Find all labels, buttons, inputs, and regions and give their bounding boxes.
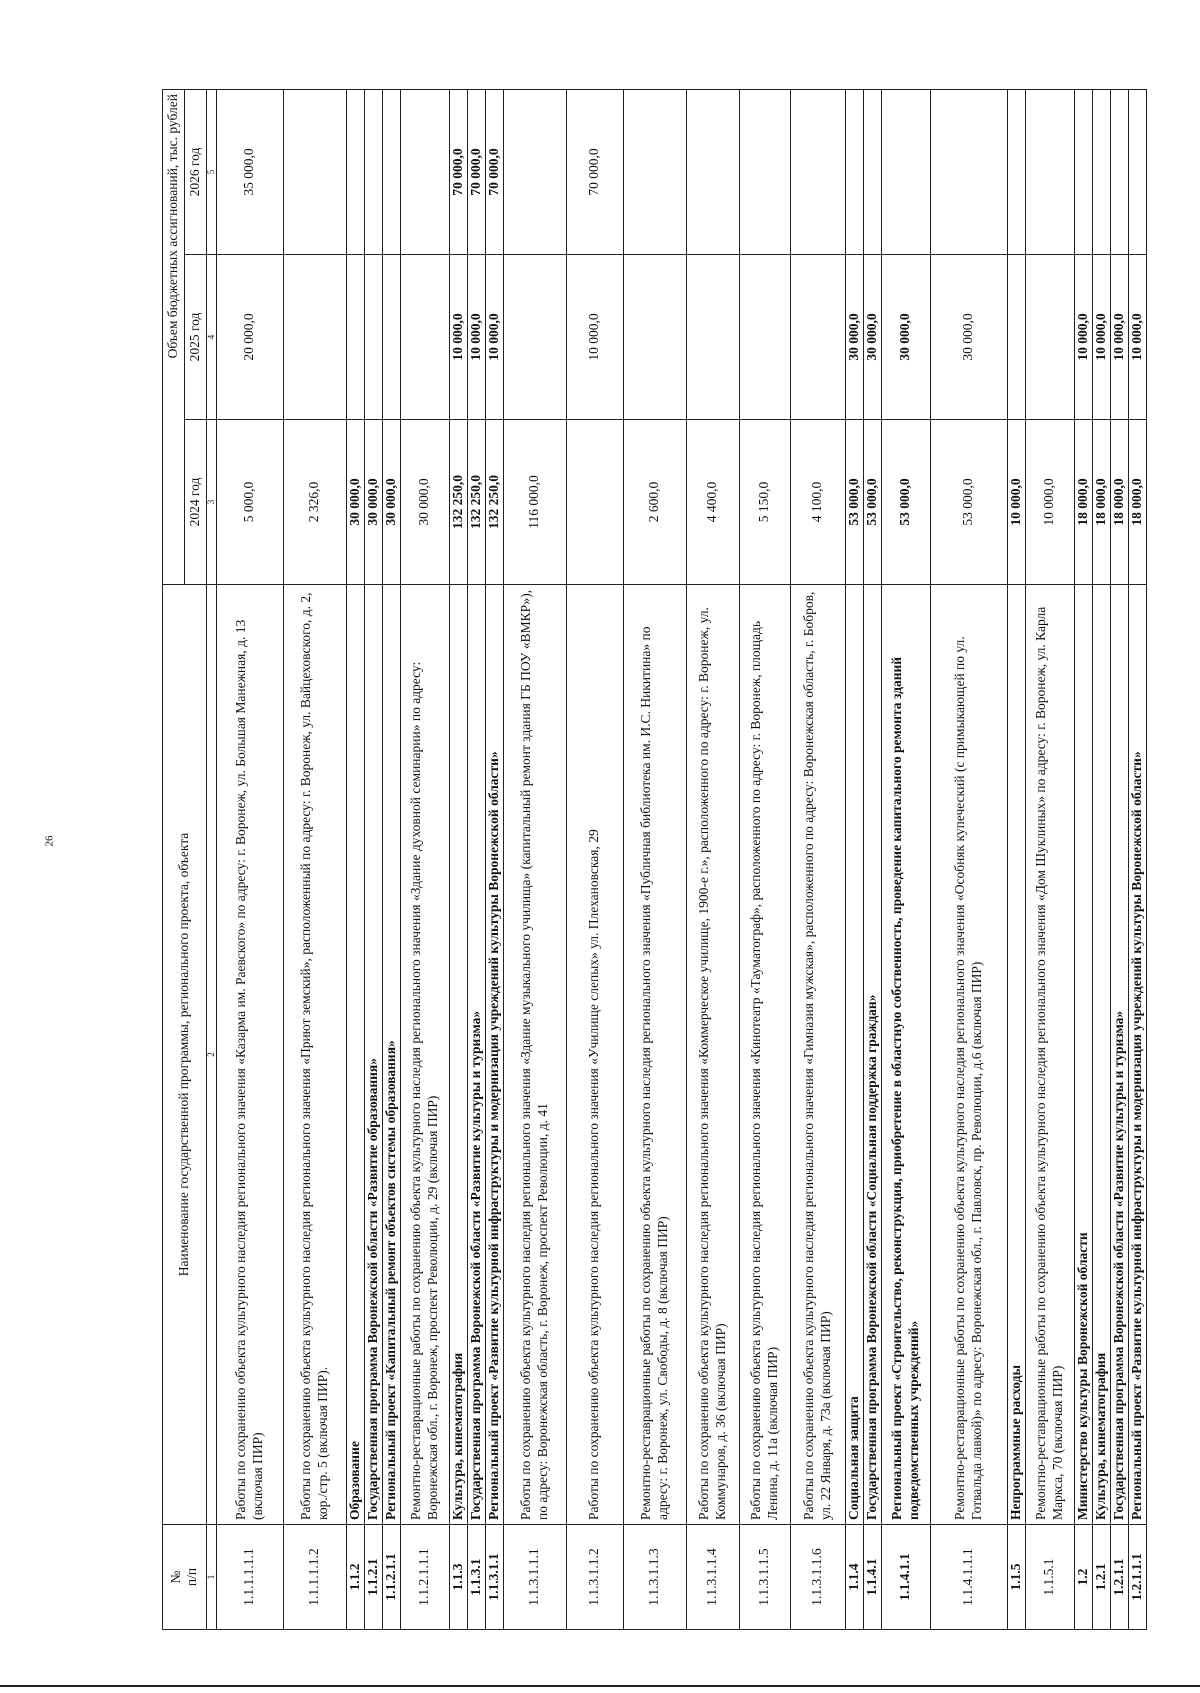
value-2025: [790, 255, 845, 420]
row-number: 1.1.1.1.1.2: [283, 1525, 346, 1630]
value-2025: 20 000,0: [216, 255, 283, 420]
value-2024: 30 000,0: [346, 420, 364, 585]
table-row: [686, 89, 739, 1629]
row-number: 1.1.3.1.1.6: [790, 1525, 845, 1630]
row-number: 1.1.3.1: [467, 1525, 485, 1630]
value-2026: [1110, 89, 1128, 254]
value-2026: [930, 89, 1007, 254]
header-amount-group: Объем бюджетных ассигнований, тыс. рублей: [163, 89, 185, 584]
page-number: 26: [43, 835, 56, 847]
value-2026: 70 000,0: [566, 89, 623, 254]
row-number: 1.1.2: [346, 1525, 364, 1630]
value-2024: 132 250,0: [485, 420, 503, 585]
value-2026: 35 000,0: [216, 89, 283, 254]
value-2024: 30 000,0: [400, 420, 449, 585]
row-name: Работы по сохранению объекта культурного наследия регионального значения «Гимназия мужская», расположенного по адресу: Воронежская область, г. Бобров, ул. 22 Января, д. 73а (включая ПИР): [790, 585, 845, 1525]
value-2024: 18 000,0: [1110, 420, 1128, 585]
row-name: Региональный проект «Строительство, реконструкция, приобретение в областную собственность, проведение капитального ремонта зданий подведомственных учреждений»: [881, 585, 930, 1525]
value-2024: 132 250,0: [467, 420, 485, 585]
table-row: [485, 89, 503, 1629]
value-2026: [790, 89, 845, 254]
row-number: 1.1.2.1: [364, 1525, 382, 1630]
row-name: Министерство культуры Воронежской области: [1074, 585, 1092, 1525]
value-2025: [623, 255, 686, 420]
table-row: [845, 89, 863, 1629]
table-row: [1092, 89, 1110, 1629]
table-row: [364, 89, 382, 1629]
value-2024: 53 000,0: [863, 420, 881, 585]
table-row: [1074, 89, 1092, 1629]
row-number: 1.1.3: [449, 1525, 467, 1630]
value-2025: [1025, 255, 1074, 420]
row-name: Работы по сохранению объекта культурного наследия регионального значения «Коммерческое училище, 1900-е г.», расположенного по адресу: г. Воронеж, ул. Коммунаров, д. 36 (включая ПИР): [686, 585, 739, 1525]
row-number: 1.2.1.1: [1110, 1525, 1128, 1630]
value-2024: 116 000,0: [503, 420, 566, 585]
table-row: [790, 89, 845, 1629]
header-year-2025: 2025 год: [184, 255, 206, 420]
value-2024: 132 250,0: [449, 420, 467, 585]
value-2025: [382, 255, 400, 420]
value-2024: 18 000,0: [1074, 420, 1092, 585]
value-2024: 53 000,0: [881, 420, 930, 585]
value-2025: 30 000,0: [881, 255, 930, 420]
table-row: [216, 89, 283, 1629]
table-row: [346, 89, 364, 1629]
row-name: Государственная программа Воронежской области «Социальная поддержка граждан»: [863, 585, 881, 1525]
col-number: 3: [206, 420, 216, 585]
value-2024: 10 000,0: [1025, 420, 1074, 585]
value-2025: [739, 255, 790, 420]
row-name: Государственная программа Воронежской области «Развитие культуры и туризма»: [1110, 585, 1128, 1525]
value-2025: 30 000,0: [930, 255, 1007, 420]
row-name: Работы по сохранению объекта культурного наследия регионального значения «Кинотеатр «Тауматограф», расположенного по адресу: г. Воронеж, площадь Ленина, д. 11а (включая ПИР): [739, 585, 790, 1525]
row-name: Культура, кинематография: [1092, 585, 1110, 1525]
table-row: [1007, 89, 1025, 1629]
value-2024: 2 326,0: [283, 420, 346, 585]
value-2025: [346, 255, 364, 420]
table-row: [881, 89, 930, 1629]
value-2026: 70 000,0: [485, 89, 503, 254]
value-2025: 10 000,0: [566, 255, 623, 420]
table-row: [566, 89, 623, 1629]
row-number: 1.1.2.1.1.1: [400, 1525, 449, 1630]
value-2026: [503, 89, 566, 254]
row-number: 1.1.3.1.1.4: [686, 1525, 739, 1630]
value-2024: 18 000,0: [1092, 420, 1110, 585]
table-row: [467, 89, 485, 1629]
row-name: Региональный проект «Развитие культурной инфраструктуры и модернизация учреждений культуры Воронежской области»: [1128, 585, 1146, 1525]
value-2026: [1007, 89, 1025, 254]
value-2024: 53 000,0: [930, 420, 1007, 585]
value-2026: [881, 89, 930, 254]
table-row: [1110, 89, 1128, 1629]
value-2025: 10 000,0: [1092, 255, 1110, 420]
value-2026: [364, 89, 382, 254]
value-2024: [566, 420, 623, 585]
value-2025: 10 000,0: [1110, 255, 1128, 420]
row-name: Ремонтно-реставрационные работы по сохранению объекта культурного наследия регионального значения «Публичная библиотека им. И.С. Никитина» по адресу: г. Воронеж, ул. Свободы, д. 8 (включая ПИР): [623, 585, 686, 1525]
table-row: [449, 89, 467, 1629]
row-number: 1.1.3.1.1: [485, 1525, 503, 1630]
value-2024: 5 150,0: [739, 420, 790, 585]
table-row: [1128, 89, 1146, 1629]
table-row: [400, 89, 449, 1629]
col-number: 5: [206, 89, 216, 254]
value-2025: [1007, 255, 1025, 420]
value-2025: [283, 255, 346, 420]
row-number: 1.2.1: [1092, 1525, 1110, 1630]
value-2026: [739, 89, 790, 254]
row-number: 1.1.5.1: [1025, 1525, 1074, 1630]
row-number: 1.1.4.1.1.1: [930, 1525, 1007, 1630]
value-2026: 70 000,0: [449, 89, 467, 254]
value-2025: [364, 255, 382, 420]
row-number: 1.1.2.1.1: [382, 1525, 400, 1630]
row-name: Работы по сохранению объекта культурного наследия регионального значения «Здание музыкального училища» (капитальный ремонт здания ГБ ПОУ «ВМКР»), по адресу: Воронежская область, г. Воронеж, проспект Революции, д. 41: [503, 585, 566, 1525]
table-row: [623, 89, 686, 1629]
table-row: [382, 89, 400, 1629]
value-2025: 10 000,0: [449, 255, 467, 420]
value-2026: 70 000,0: [467, 89, 485, 254]
value-2026: [1092, 89, 1110, 254]
row-name: Государственная программа Воронежской области «Развитие культуры и туризма»: [467, 585, 485, 1525]
row-number: 1.1.1.1.1.1: [216, 1525, 283, 1630]
table-row: [283, 89, 346, 1629]
row-name: Ремонтно-реставрационные работы по сохранению объекта культурного наследия регионального значения «Здание духовной семинарии» по адресу: Воронежская обл., г. Воронеж, проспект Революции, д. 29 (включая ПИР): [400, 585, 449, 1525]
value-2024: 4 100,0: [790, 420, 845, 585]
value-2026: [845, 89, 863, 254]
value-2026: [382, 89, 400, 254]
value-2024: 53 000,0: [845, 420, 863, 585]
row-number: 1.2: [1074, 1525, 1092, 1630]
row-name: Работы по сохранению объекта культурного наследия регионального значения «Приют земский», расположенный по адресу: г. Воронеж, ул. Вайцеховского, д. 2, кор./стр. 5 (включая ПИР).: [283, 585, 346, 1525]
row-number: 1.1.3.1.1.5: [739, 1525, 790, 1630]
table-row: [739, 89, 790, 1629]
value-2024: 4 400,0: [686, 420, 739, 585]
row-number: 1.1.4.1: [863, 1525, 881, 1630]
table-row: [503, 89, 566, 1629]
value-2026: [686, 89, 739, 254]
value-2024: 30 000,0: [382, 420, 400, 585]
value-2024: 2 600,0: [623, 420, 686, 585]
row-name: Ремонтно-реставрационные работы по сохранению объекта культурного наследия регионального значения «Дом Шуклиных» по адресу: г. Воронеж, ул. Карла Маркса, 70 (включая ПИР): [1025, 585, 1074, 1525]
value-2024: 18 000,0: [1128, 420, 1146, 585]
value-2026: [1025, 89, 1074, 254]
value-2026: [623, 89, 686, 254]
row-name: Ремонтно-реставрационные работы по сохранению объекта культурного наследия регионального значения «Особняк купеческий (с примыкающей по ул. Готвальда лавкой)» по адресу: Воронежская обл., г. Павловск, пр. Революции, д.6 (включая ПИР): [930, 585, 1007, 1525]
row-number: 1.2.1.1.1: [1128, 1525, 1146, 1630]
value-2025: [400, 255, 449, 420]
value-2024: 10 000,0: [1007, 420, 1025, 585]
row-number: 1.1.4.1.1: [881, 1525, 930, 1630]
rotated-table-area: [162, 90, 1200, 1630]
header-num: № п/п: [163, 1525, 207, 1630]
value-2024: 30 000,0: [364, 420, 382, 585]
value-2026: [863, 89, 881, 254]
row-name: Государственная программа Воронежской области «Развитие образования»: [364, 585, 382, 1525]
value-2025: 10 000,0: [467, 255, 485, 420]
table-row: [930, 89, 1007, 1629]
row-number: 1.1.5: [1007, 1525, 1025, 1630]
row-number: 1.1.4: [845, 1525, 863, 1630]
value-2025: 10 000,0: [1128, 255, 1146, 420]
bottom-rule: [0, 1685, 1200, 1687]
value-2026: [1074, 89, 1092, 254]
row-name: Работы по сохранению объекта культурного наследия регионального значения «Казарма им. Раевского» по адресу: г. Воронеж, ул. Большая Манежная, д. 13 (включая ПИР): [216, 585, 283, 1525]
row-number: 1.1.3.1.1.3: [623, 1525, 686, 1630]
value-2025: 10 000,0: [1074, 255, 1092, 420]
value-2024: 5 000,0: [216, 420, 283, 585]
col-number: 2: [206, 585, 216, 1525]
value-2025: 10 000,0: [485, 255, 503, 420]
value-2025: 30 000,0: [845, 255, 863, 420]
row-name: Образование: [346, 585, 364, 1525]
row-name: Региональный проект «Развитие культурной инфраструктуры и модернизация учреждений культуры Воронежской области»: [485, 585, 503, 1525]
row-name: Региональный проект «Капитальный ремонт объектов системы образования»: [382, 585, 400, 1525]
value-2026: [400, 89, 449, 254]
row-number: 1.1.3.1.1.2: [566, 1525, 623, 1630]
table-body: [216, 89, 1146, 1629]
value-2025: [686, 255, 739, 420]
row-number: 1.1.3.1.1.1: [503, 1525, 566, 1630]
header-year-2024: 2024 год: [184, 420, 206, 585]
budget-table: [162, 89, 1147, 1630]
value-2026: [283, 89, 346, 254]
col-number: 1: [206, 1525, 216, 1630]
value-2026: [1128, 89, 1146, 254]
table-row: [1025, 89, 1074, 1629]
table-row: [863, 89, 881, 1629]
value-2026: [346, 89, 364, 254]
row-name: Культура, кинематография: [449, 585, 467, 1525]
row-name: Работы по сохранению объекта культурного наследия регионального значения «Училище слепых» ул. Плехановская, 29: [566, 585, 623, 1525]
header-year-2026: 2026 год: [184, 89, 206, 254]
header-name: Наименование государственной программы, регионального проекта, объекта: [163, 585, 207, 1525]
row-name: Социальная защита: [845, 585, 863, 1525]
col-number: 4: [206, 255, 216, 420]
value-2025: [503, 255, 566, 420]
value-2025: 30 000,0: [863, 255, 881, 420]
row-name: Непрограммные расходы: [1007, 585, 1025, 1525]
